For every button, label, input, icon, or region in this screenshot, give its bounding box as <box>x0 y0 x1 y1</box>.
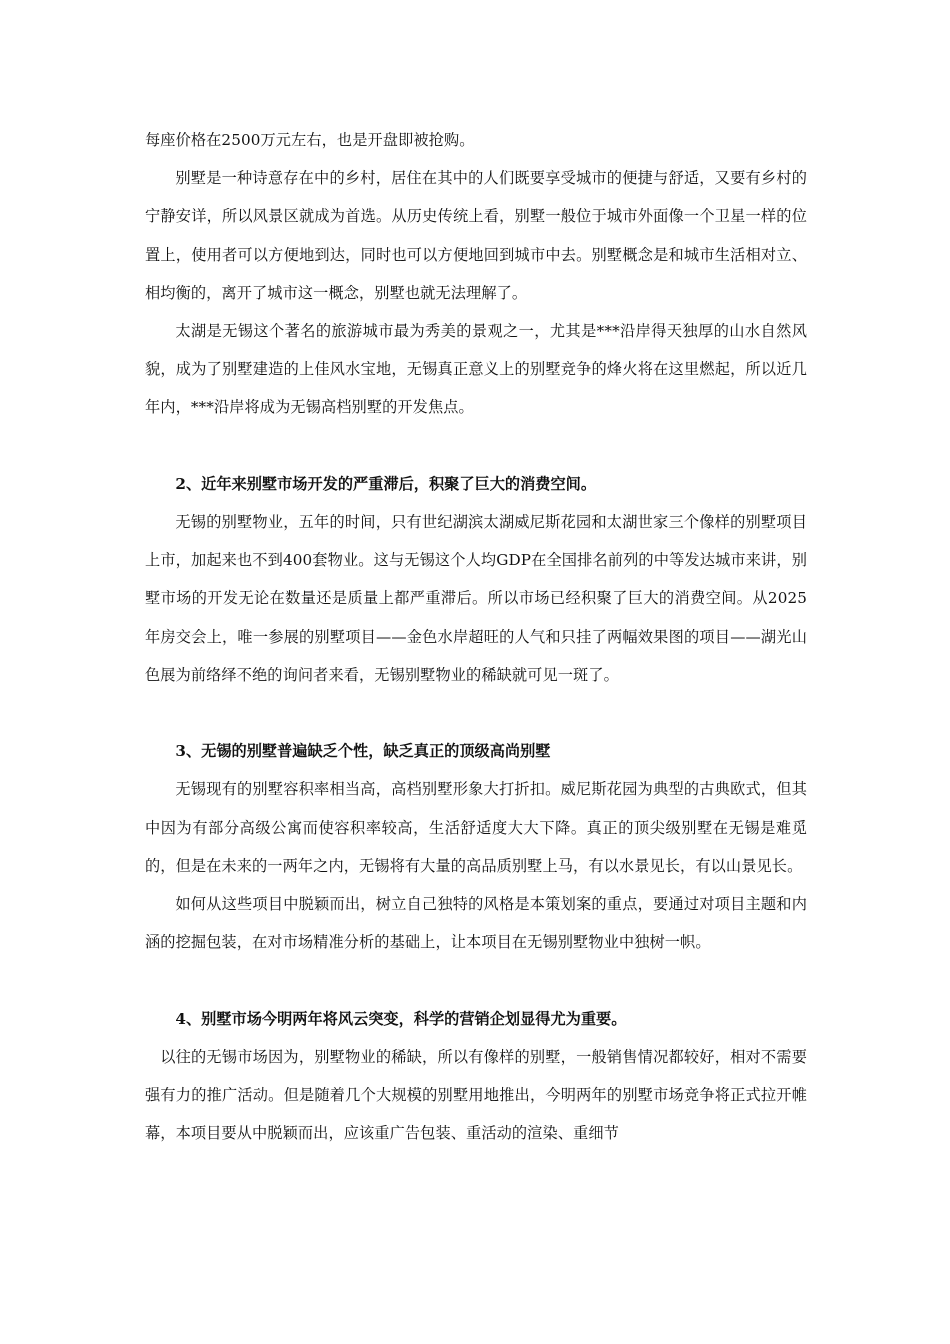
paragraph-villa-concept: 别墅是一种诗意存在中的乡村，居住在其中的人们既要享受城市的便捷与舒适，又要有乡村的宁静安详，所以风景区就成为首选。从历史传统上看，别墅一般位于城市外面像一个卫星一样的位置上，使用者可以方便地到达，同时也可以方便地回到城市中去。别墅概念是和城市生活相对立、相均衡的，离开了城市这一概念，别墅也就无法理解了。 <box>145 169 807 302</box>
section-heading-4: 4、别墅市场今明两年将风云突变，科学的营销企划显得尤为重要。 <box>175 1009 627 1028</box>
spacer <box>145 961 807 999</box>
spacer <box>145 427 807 465</box>
section-heading-2: 2、近年来别墅市场开发的严重滞后，积聚了巨大的消费空间。 <box>175 474 597 493</box>
section-heading-3: 3、无锡的别墅普遍缺乏个性，缺乏真正的顶级高尚别墅 <box>175 742 551 761</box>
paragraph-market-lag: 无锡的别墅物业，五年的时间，只有世纪湖滨太湖威尼斯花园和太湖世家三个像样的别墅项目上市，加起来也不到400套物业。这与无锡这个人均GDP在全国排名前列的中等发达城市来讲，别墅市场的开发无论在数量还是质量上都严重滞后。所以市场已经积聚了巨大的消费空间。从2025年房交会上，唯一参展的别墅项目——金色水岸超旺的人气和只挂了两幅效果图的项目——湖光山色展为前络绎不绝的询问者来看，无锡别墅物业的稀缺就可见一斑了。 <box>145 513 808 684</box>
document-page <box>145 121 807 1152</box>
paragraph-lack-character: 无锡现有的别墅容积率相当高，高档别墅形象大打折扣。威尼斯花园为典型的古典欧式，但其中因为有部分高级公寓而使容积率较高，生活舒适度大大下降。真正的顶尖级别墅在无锡是难觅的，但是在未来的一两年之内，无锡将有大量的高品质别墅上马，有以水景见长，有以山景见长。 <box>145 780 807 875</box>
paragraph-marketing: 以往的无锡市场因为，别墅物业的稀缺，所以有像样的别墅，一般销售情况都较好，相对不需要强有力的推广活动。但是随着几个大规模的别墅用地推出，今明两年的别墅市场竞争将正式拉开帷幕，本项目要从中脱颖而出，应该重广告包装、重活动的渲染、重细节 <box>145 1047 807 1143</box>
paragraph-stand-out: 如何从这些项目中脱颖而出，树立自己独特的风格是本策划案的重点，要通过对项目主题和内涵的挖掘包装，在对市场精准分析的基础上，让本项目在无锡别墅物业中独树一帜。 <box>145 895 807 952</box>
paragraph-price: 每座价格在2500万元左右，也是开盘即被抢购。 <box>145 131 475 149</box>
spacer <box>145 694 807 732</box>
paragraph-taihu: 太湖是无锡这个著名的旅游城市最为秀美的景观之一，尤其是***沿岸得天独厚的山水自然风貌，成为了别墅建造的上佳风水宝地，无锡真正意义上的别墅竞争的烽火将在这里燃起，所以近几年内，***沿岸将成为无锡高档别墅的开发焦点。 <box>145 322 807 417</box>
